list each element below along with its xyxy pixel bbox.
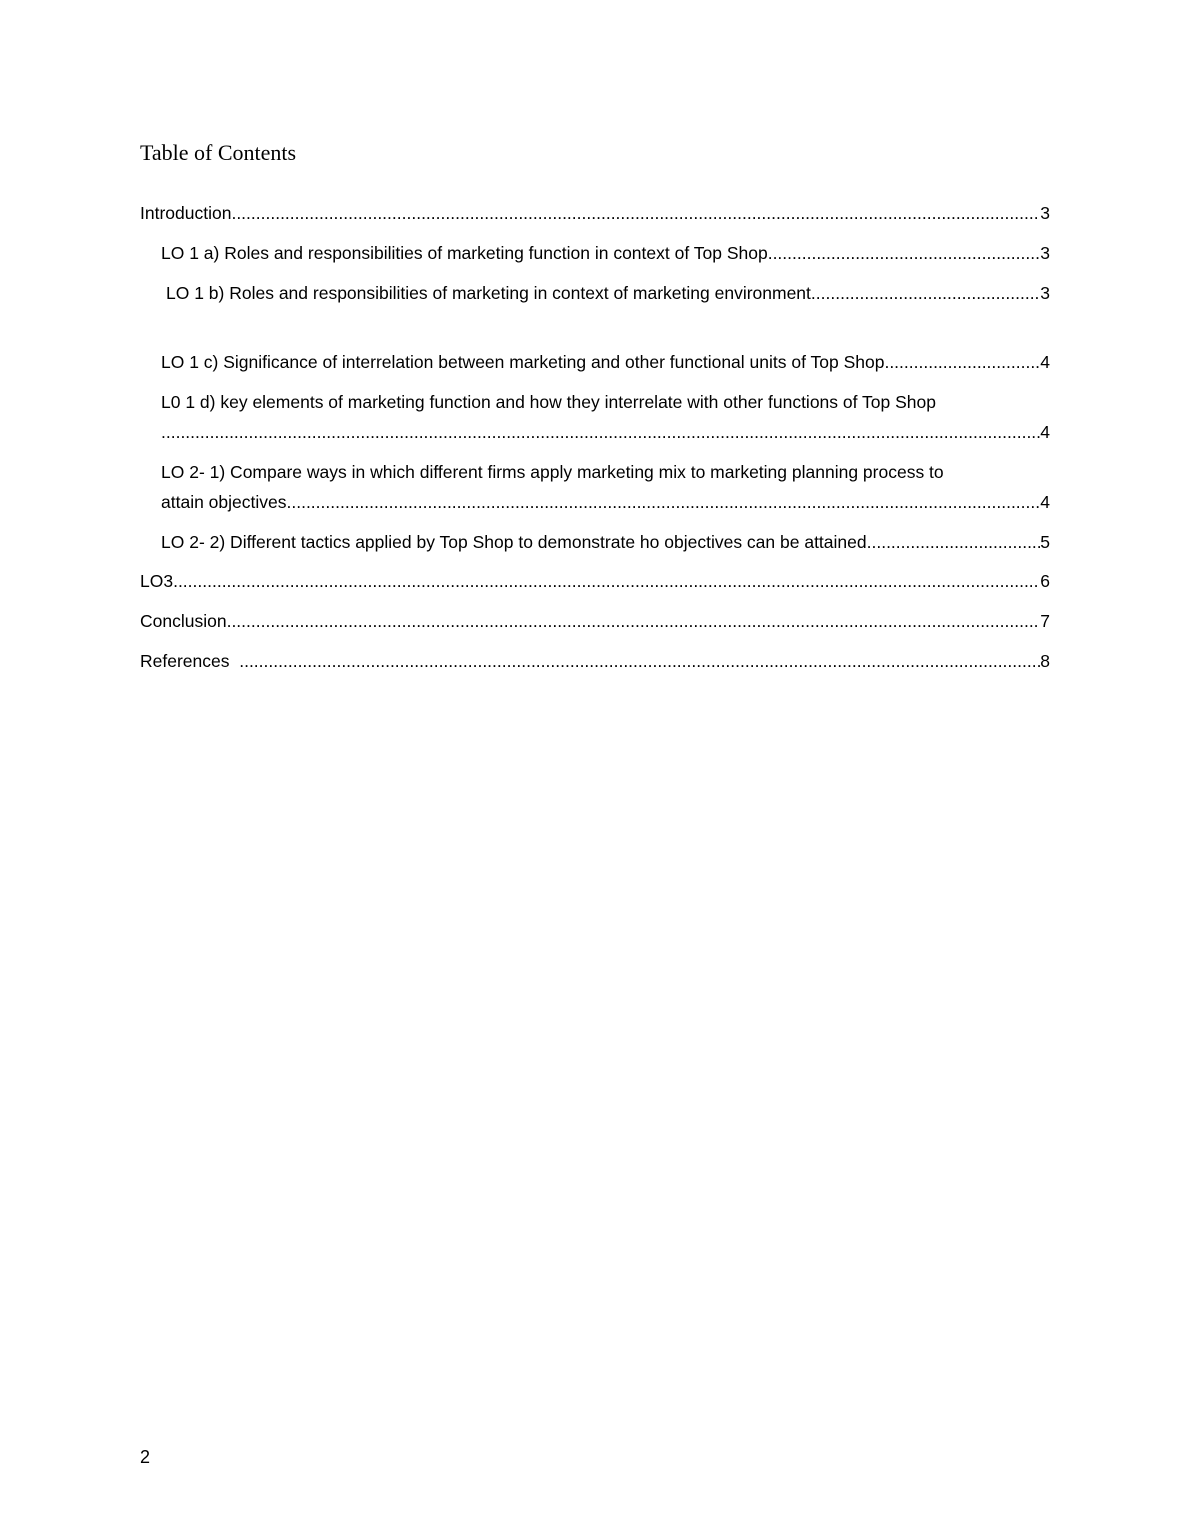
- toc-entry-lo3[interactable]: [140, 566, 1050, 596]
- toc-entry-references[interactable]: [140, 646, 1050, 676]
- toc-entry-text: Introduction: [140, 203, 232, 223]
- toc-leader-dots: [231, 198, 1040, 228]
- toc-entry-lo1d[interactable]: [161, 387, 1050, 447]
- toc-page-number: 8: [1040, 651, 1050, 671]
- toc-entry-introduction[interactable]: [140, 198, 1050, 228]
- toc-leader-dots: [161, 417, 1040, 447]
- toc-leader-dots: [884, 347, 1040, 377]
- footer-page-number: 2: [140, 1447, 151, 1467]
- toc-entry-lo2-2[interactable]: [161, 527, 1050, 557]
- toc-entry-lo1b[interactable]: [166, 278, 1050, 308]
- toc-entry-text: LO 2- 2) Different tactics applied by Top Shop to demonstrate ho objectives can be attained: [161, 532, 867, 552]
- toc-entry-text: L0 1 d) key elements of marketing function and how they interrelate with other functions of Top Shop: [161, 392, 936, 412]
- toc-leader-dots: [867, 527, 1041, 557]
- toc-leader-dots: [816, 278, 1041, 308]
- toc-leader-dots: [173, 566, 1040, 596]
- toc-page-number: 7: [1040, 611, 1050, 631]
- toc-entry-text: LO 1 a) Roles and responsibilities of marketing function in context of Top Shop: [161, 243, 768, 263]
- toc-page-number: 5: [1040, 532, 1050, 552]
- toc-page-number: 4: [1040, 492, 1050, 512]
- toc-leader-dots: [239, 646, 1040, 676]
- toc-entry-lo1a[interactable]: [161, 238, 1050, 268]
- toc-entry-text: LO 2- 1) Compare ways in which different firms apply marketing mix to marketing planning process to: [161, 462, 944, 482]
- toc-leader-dots: [768, 238, 1041, 268]
- toc-page-number: 3: [1040, 283, 1050, 303]
- toc-page-number: 6: [1040, 571, 1050, 591]
- toc-page-number: 3: [1040, 243, 1050, 263]
- toc-leader-dots: [287, 487, 1041, 517]
- toc-entry-text: LO 1 b) Roles and responsibilities of marketing in context of marketing environment.: [166, 283, 816, 303]
- toc-entry-lo2-1[interactable]: [161, 457, 1050, 517]
- toc-entry-text: References: [140, 651, 240, 671]
- toc-leader-dots: [227, 606, 1041, 636]
- toc-entry-text: Conclusion: [140, 611, 227, 631]
- toc-entry-conclusion[interactable]: [140, 606, 1050, 636]
- toc-page-number: 4: [1040, 352, 1050, 372]
- toc-page-number: 3: [1040, 203, 1050, 223]
- toc-title: Table of Contents: [140, 140, 297, 165]
- toc-entry-lo1c[interactable]: [161, 347, 1050, 377]
- toc-entry-text-continued: attain objectives: [161, 492, 287, 512]
- toc-entry-text: LO 1 c) Significance of interrelation between marketing and other functional units of Top Shop: [161, 352, 885, 372]
- toc-page-number: 4: [1040, 422, 1050, 442]
- toc-entry-text: LO3: [140, 571, 174, 591]
